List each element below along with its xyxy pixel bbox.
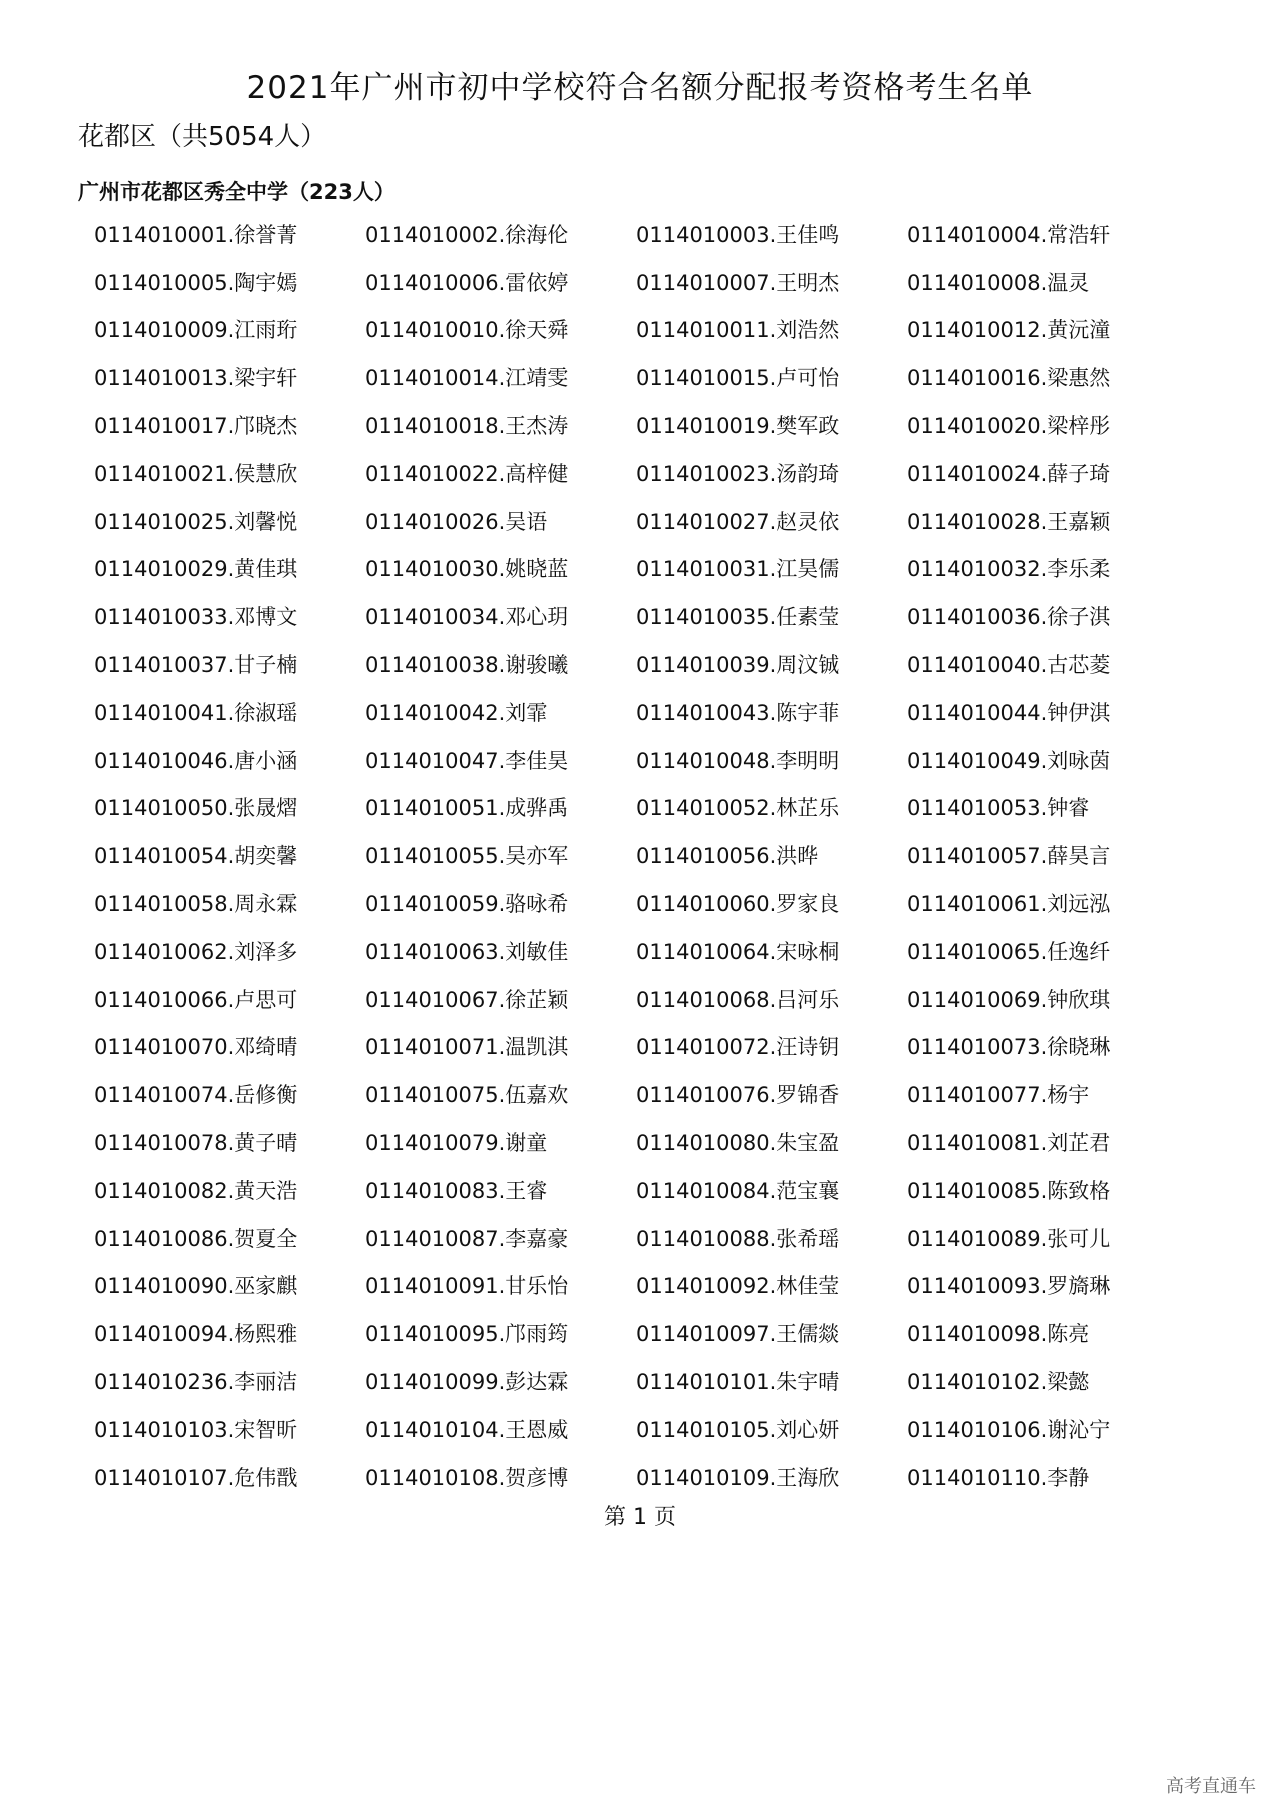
student-entry: 0114010075.伍嘉欢 [365, 1083, 569, 1108]
student-entry: 0114010022.高梓健 [365, 461, 569, 486]
student-entry: 0114010236.李丽洁 [94, 1370, 298, 1395]
student-entry: 0114010087.李嘉豪 [365, 1226, 569, 1251]
student-entry: 0114010068.吕河乐 [636, 987, 840, 1012]
student-entry: 0114010084.范宝襄 [636, 1178, 840, 1203]
school-heading: 广州市花都区秀全中学（223人） [78, 180, 395, 204]
student-entry: 0114010032.李乐柔 [907, 557, 1111, 582]
student-entry: 0114010104.王恩威 [365, 1417, 569, 1442]
student-entry: 0114010099.彭达霖 [365, 1370, 569, 1395]
student-entry: 0114010030.姚晓蓝 [365, 557, 569, 582]
student-entry: 0114010066.卢思可 [94, 987, 298, 1012]
student-entry: 0114010109.王海欣 [636, 1465, 840, 1490]
student-entry: 0114010093.罗旖琳 [907, 1274, 1111, 1299]
student-entry: 0114010083.王睿 [365, 1178, 548, 1203]
student-entry: 0114010081.刘芷君 [907, 1131, 1111, 1156]
student-entry: 0114010007.王明杰 [636, 270, 840, 295]
student-entry: 0114010069.钟欣琪 [907, 987, 1111, 1012]
student-entry: 0114010062.刘泽多 [94, 939, 298, 964]
student-entry: 0114010046.唐小涵 [94, 748, 298, 773]
student-entry: 0114010021.侯慧欣 [94, 461, 298, 486]
student-entry: 0114010002.徐海伦 [365, 222, 569, 247]
student-entry: 0114010110.李静 [907, 1465, 1090, 1490]
student-entry: 0114010058.周永霖 [94, 892, 298, 917]
student-entry: 0114010018.王杰涛 [365, 414, 569, 439]
student-entry: 0114010029.黄佳琪 [94, 557, 298, 582]
student-entry: 0114010026.吴语 [365, 509, 548, 534]
student-entry: 0114010031.江昊儒 [636, 557, 840, 582]
student-entry: 0114010011.刘浩然 [636, 318, 840, 343]
student-entry: 0114010047.李佳昊 [365, 748, 569, 773]
student-entry: 0114010086.贺夏全 [94, 1226, 298, 1251]
student-entry: 0114010052.林芷乐 [636, 796, 840, 821]
student-entry: 0114010082.黄天浩 [94, 1178, 298, 1203]
student-entry: 0114010003.王佳鸣 [636, 222, 840, 247]
student-entry: 0114010038.谢骏曦 [365, 653, 569, 678]
student-entry: 0114010043.陈宇菲 [636, 700, 840, 725]
student-entry: 0114010010.徐天舜 [365, 318, 569, 343]
student-entry: 0114010092.林佳莹 [636, 1274, 840, 1299]
student-entry: 0114010057.薛昊言 [907, 844, 1111, 869]
student-entry: 0114010059.骆咏希 [365, 892, 569, 917]
student-entry: 0114010008.温灵 [907, 270, 1090, 295]
student-entry: 0114010020.梁梓彤 [907, 414, 1111, 439]
student-entry: 0114010077.杨宇 [907, 1083, 1090, 1108]
student-entry: 0114010091.甘乐怡 [365, 1274, 569, 1299]
student-entry: 0114010105.刘心妍 [636, 1417, 840, 1442]
student-entry: 0114010090.巫家麒 [94, 1274, 298, 1299]
student-entry: 0114010027.赵灵依 [636, 509, 840, 534]
student-entry: 0114010089.张可儿 [907, 1226, 1111, 1251]
student-entry: 0114010067.徐芷颖 [365, 987, 569, 1012]
student-entry: 0114010074.岳修衡 [94, 1083, 298, 1108]
student-entry: 0114010054.胡奕馨 [94, 844, 298, 869]
student-entry: 0114010098.陈亮 [907, 1322, 1090, 1347]
student-entry: 0114010017.邝晓杰 [94, 414, 298, 439]
student-entry: 0114010005.陶宇嫣 [94, 270, 298, 295]
student-entry: 0114010024.薛子琦 [907, 461, 1111, 486]
student-entry: 0114010079.谢童 [365, 1131, 548, 1156]
student-entry: 0114010103.宋智昕 [94, 1417, 298, 1442]
student-entry: 0114010034.邓心玥 [365, 605, 569, 630]
student-entry: 0114010094.杨熙雅 [94, 1322, 298, 1347]
student-entry: 0114010063.刘敏佳 [365, 939, 569, 964]
student-entry: 0114010039.周汶铖 [636, 653, 840, 678]
student-entry: 0114010009.江雨珩 [94, 318, 298, 343]
student-entry: 0114010028.王嘉颖 [907, 509, 1111, 534]
student-entry: 0114010085.陈致格 [907, 1178, 1111, 1203]
student-entry: 0114010102.梁懿 [907, 1370, 1090, 1395]
page-number: 第 1 页 [604, 1505, 676, 1530]
student-entry: 0114010006.雷依婷 [365, 270, 569, 295]
student-entry: 0114010055.吴亦军 [365, 844, 569, 869]
student-entry: 0114010050.张晟熠 [94, 796, 298, 821]
student-entry: 0114010076.罗锦香 [636, 1083, 840, 1108]
student-entry: 0114010048.李明明 [636, 748, 840, 773]
student-entry: 0114010097.王儒燚 [636, 1322, 840, 1347]
student-entry: 0114010019.樊军政 [636, 414, 840, 439]
student-entry: 0114010108.贺彦博 [365, 1465, 569, 1490]
student-entry: 0114010080.朱宝盈 [636, 1131, 840, 1156]
student-entry: 0114010001.徐誉菁 [94, 222, 298, 247]
student-entry: 0114010101.朱宇晴 [636, 1370, 840, 1395]
student-entry: 0114010033.邓博文 [94, 605, 298, 630]
student-entry: 0114010044.钟伊淇 [907, 700, 1111, 725]
student-entry: 0114010073.徐晓琳 [907, 1035, 1111, 1060]
student-entry: 0114010107.危伟戬 [94, 1465, 298, 1490]
student-entry: 0114010061.刘远泓 [907, 892, 1111, 917]
student-entry: 0114010049.刘咏茵 [907, 748, 1111, 773]
student-entry: 0114010035.任素莹 [636, 605, 840, 630]
student-entry: 0114010041.徐淑瑶 [94, 700, 298, 725]
student-entry: 0114010071.温凯淇 [365, 1035, 569, 1060]
student-entry: 0114010065.任逸纤 [907, 939, 1111, 964]
student-entry: 0114010070.邓绮晴 [94, 1035, 298, 1060]
student-entry: 0114010072.汪诗钥 [636, 1035, 840, 1060]
student-entry: 0114010051.成骅禹 [365, 796, 569, 821]
student-entry: 0114010095.邝雨筠 [365, 1322, 569, 1347]
student-entry: 0114010037.甘子楠 [94, 653, 298, 678]
student-entry: 0114010036.徐子淇 [907, 605, 1111, 630]
student-entry: 0114010016.梁惠然 [907, 366, 1111, 391]
page-title: 2021年广州市初中学校符合名额分配报考资格考生名单 [246, 70, 1034, 106]
student-entry: 0114010025.刘馨悦 [94, 509, 298, 534]
student-entry: 0114010088.张希瑶 [636, 1226, 840, 1251]
student-entry: 0114010040.古芯菱 [907, 653, 1111, 678]
student-entry: 0114010106.谢沁宁 [907, 1417, 1111, 1442]
student-entry: 0114010015.卢可怡 [636, 366, 840, 391]
student-entry: 0114010023.汤韵琦 [636, 461, 840, 486]
student-entry: 0114010060.罗家良 [636, 892, 840, 917]
student-entry: 0114010078.黄子晴 [94, 1131, 298, 1156]
watermark: 高考直通车 [1166, 1776, 1256, 1797]
district-heading: 花都区（共5054人） [78, 122, 327, 152]
student-entry: 0114010042.刘霏 [365, 700, 548, 725]
student-entry: 0114010014.江靖雯 [365, 366, 569, 391]
student-list [94, 210, 1178, 1501]
student-entry: 0114010056.洪晔 [636, 844, 819, 869]
student-entry: 0114010004.常浩轩 [907, 222, 1111, 247]
student-entry: 0114010053.钟睿 [907, 796, 1090, 821]
student-entry: 0114010012.黄沅潼 [907, 318, 1111, 343]
student-entry: 0114010013.梁宇轩 [94, 366, 298, 391]
student-entry: 0114010064.宋咏桐 [636, 939, 840, 964]
